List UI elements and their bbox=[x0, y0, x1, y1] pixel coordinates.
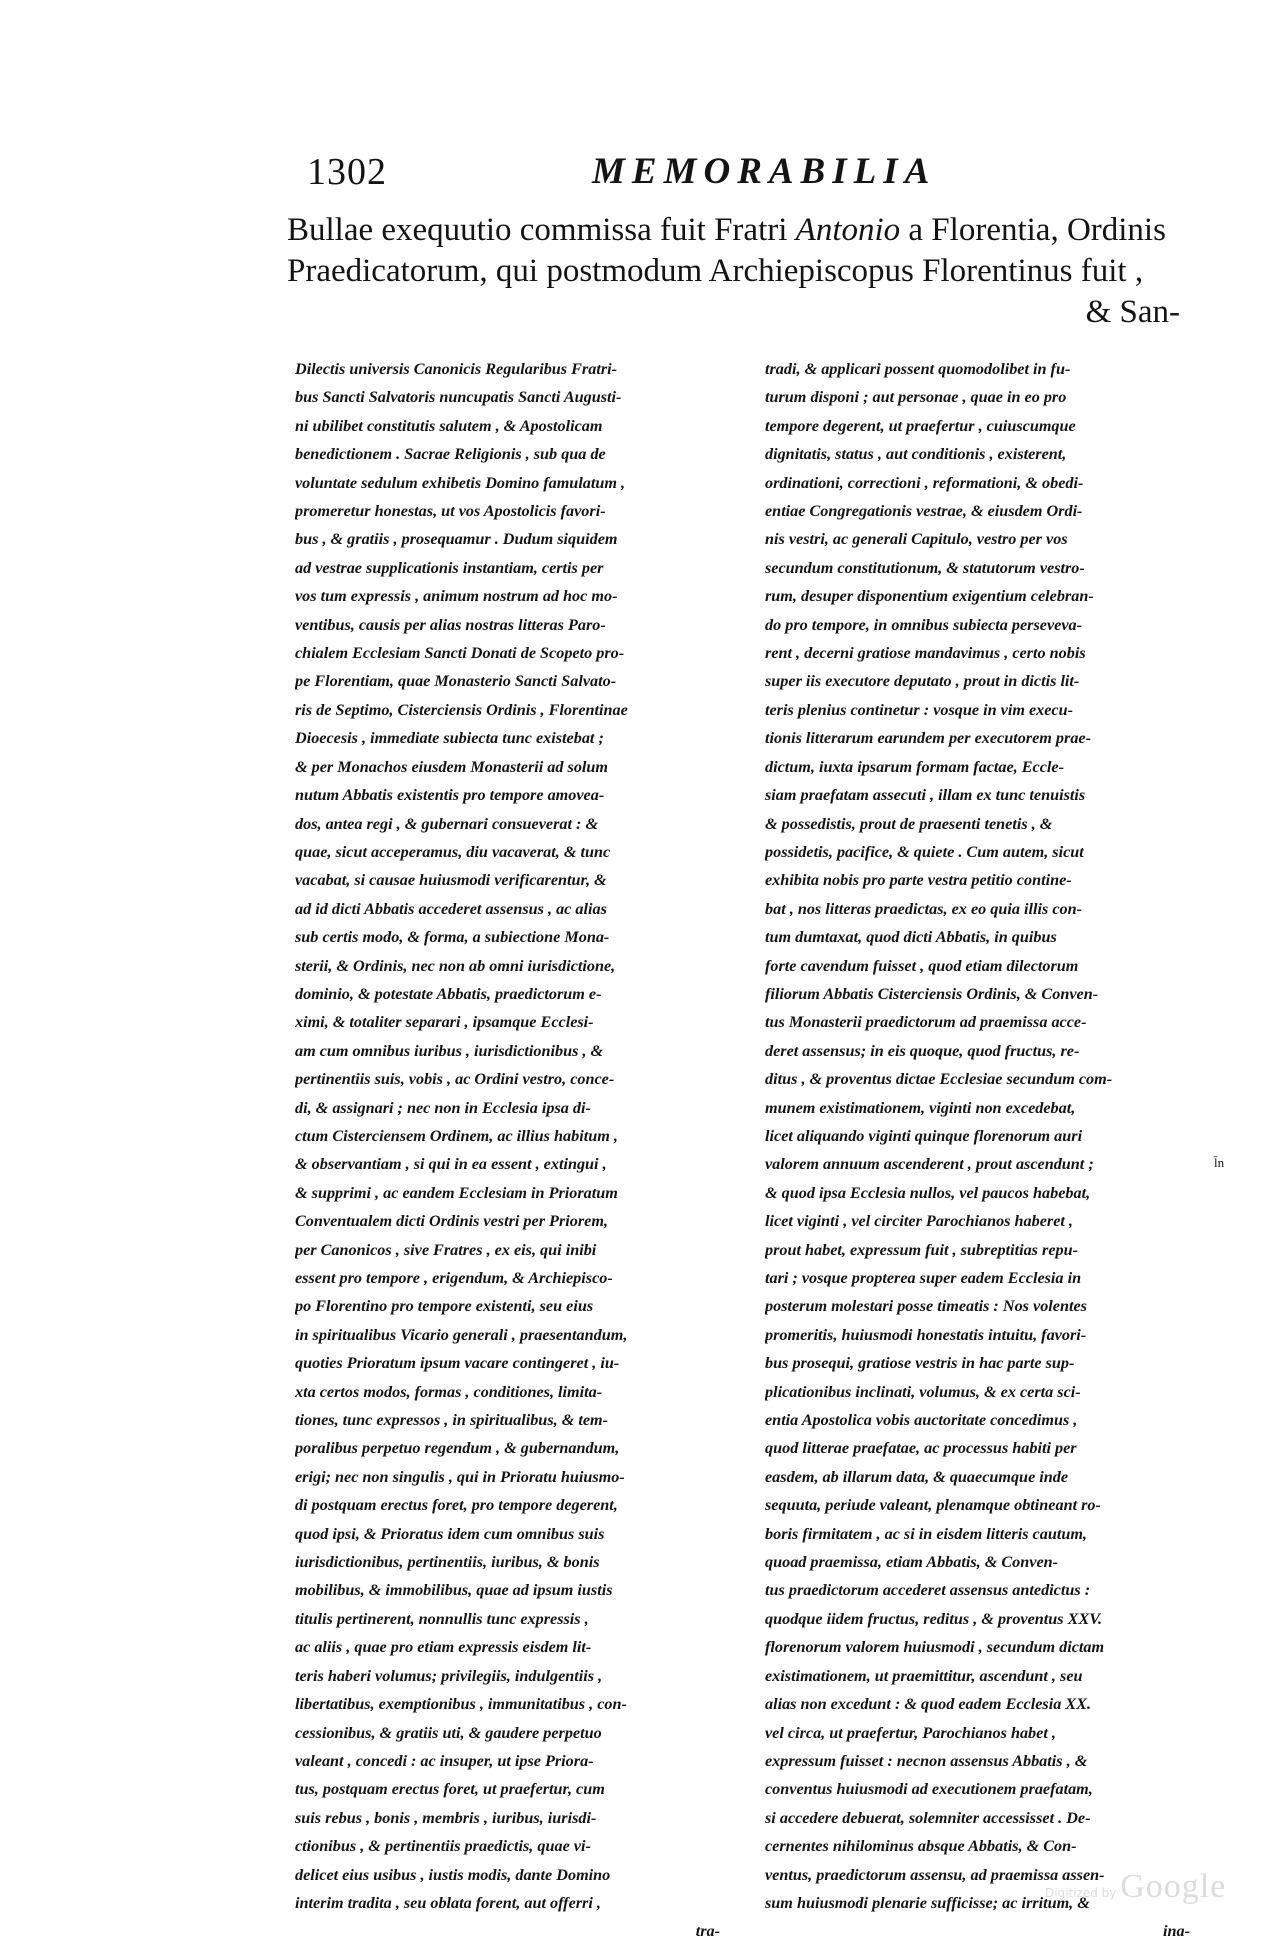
text-line: delicet eius usibus , iustis modis, dante Domino bbox=[295, 1865, 611, 1884]
text-line: florenorum valorem huiusmodi , secundum dictam bbox=[765, 1638, 1105, 1657]
text-line: in spiritualibus Vicario generali , praesentandum, bbox=[295, 1325, 628, 1344]
text-line: turum disponi ; aut personae , quae in eo pro bbox=[765, 388, 1067, 407]
text-line: easdem, ab illarum data, & quaecumque inde bbox=[765, 1467, 1069, 1486]
text-line: possidetis, pacifice, & quiete . Cum autem, sicut bbox=[765, 842, 1084, 861]
text-line: bat , nos litteras praedictas, ex eo quia illis con- bbox=[765, 899, 1083, 918]
text-line: & possedistis, prout de praesenti tenetis , & bbox=[765, 814, 1053, 833]
text-line: bus prosequi, gratiose vestris in hac parte sup- bbox=[765, 1354, 1075, 1373]
text-line: quod litterae praefatae, ac processus habiti per bbox=[765, 1439, 1077, 1458]
text-line: posterum molestari posse timeatis : Nos volentes bbox=[765, 1297, 1087, 1316]
text-line: existimationem, ut praemittitur, ascendunt , seu bbox=[765, 1666, 1083, 1685]
text-line: ac aliis , quae pro etiam expressis eisdem lit- bbox=[295, 1638, 592, 1657]
text-line: am cum omnibus iuribus , iurisdictionibus , & bbox=[295, 1041, 604, 1060]
text-line: teris haberi volumus; privilegiis, indulgentiis , bbox=[295, 1666, 603, 1685]
text-line: quoties Prioratum ipsum vacare contingeret , iu- bbox=[295, 1354, 620, 1373]
text-line: dictum, iuxta ipsarum formam factae, Eccle- bbox=[765, 757, 1065, 776]
text-line: & observantiam , si qui in ea essent , extingui , bbox=[295, 1155, 607, 1174]
text-line: sub certis modo, & forma, a subiectione Mona- bbox=[295, 928, 610, 947]
text-line: expressum fuisset : necnon assensus Abbatis , & bbox=[765, 1751, 1088, 1770]
text-line: rum, desuper disponentium exigentium celebran- bbox=[765, 587, 1094, 606]
text-line: xta certos modos, formas , conditiones, limita- bbox=[295, 1382, 603, 1401]
text-line: poralibus perpetuo regendum , & gubernandum, bbox=[295, 1439, 620, 1458]
text-line: tempore degerent, ut praefertur , cuiuscumque bbox=[765, 416, 1076, 435]
text-line: bus , & gratiis , prosequamur . Dudum siquidem bbox=[295, 530, 618, 549]
text-line: rent , decerni gratiose mandavimus , certo nobis bbox=[765, 644, 1086, 663]
text-line: munem existimationem, viginti non excedebat, bbox=[765, 1098, 1076, 1117]
text-line: & per Monachos eiusdem Monasterii ad solum bbox=[295, 757, 609, 776]
text-line: tus Monasterii praedictorum ad praemissa acce- bbox=[765, 1013, 1087, 1032]
text-line: & quod ipsa Ecclesia nullos, vel paucos habebat, bbox=[765, 1183, 1091, 1202]
text-line: voluntate sedulum exhibetis Domino famulatum , bbox=[295, 473, 626, 492]
text-line: alias non excedunt : & quod eadem Ecclesia XX. bbox=[765, 1695, 1091, 1714]
text-line: ris de Septimo, Cisterciensis Ordinis , Florentinae bbox=[295, 700, 628, 719]
digitization-watermark bbox=[1045, 1868, 1226, 1906]
text-line: erigi; nec non singulis , qui in Prioratu huiusmo- bbox=[295, 1467, 625, 1486]
text-line: tum dumtaxat, quod dicti Abbatis, in quibus bbox=[765, 928, 1057, 947]
text-line: tiones, tunc expressos , in spiritualibus, & tem- bbox=[295, 1411, 609, 1430]
intro-paragraph bbox=[287, 210, 1187, 333]
text-line: ad id dicti Abbatis accederet assensus , ac alias bbox=[295, 899, 607, 918]
text-line: mobilibus, & immobilibus, quae ad ipsum iustis bbox=[295, 1581, 613, 1600]
margin-note: l̄n bbox=[1214, 1155, 1225, 1170]
text-line: valeant , concedi : ac insuper, ut ipse Priora- bbox=[295, 1751, 594, 1770]
text-line: di, & assignari ; nec non in Ecclesia ipsa di- bbox=[295, 1098, 591, 1117]
text-line: entia Apostolica vobis auctoritate concedimus , bbox=[765, 1411, 1078, 1430]
text-line: benedictionem . Sacrae Religionis , sub qua de bbox=[295, 445, 606, 464]
text-line: entiae Congregationis vestrae, & eiusdem Ordi- bbox=[765, 502, 1083, 521]
text-line: cernentes nihilominus absque Abbatis, & Con- bbox=[765, 1837, 1077, 1856]
intro-line: Praedicatorum, qui postmodum Archiepiscopus Florentinus fuit , bbox=[287, 253, 1144, 289]
text-line: sum huiusmodi plenarie sufficisse; ac irritum, & bbox=[765, 1893, 1090, 1912]
left-text-column bbox=[295, 355, 740, 1946]
text-line: vacabat, si causae huiusmodi verificarentur, & bbox=[295, 871, 607, 890]
text-line: licet viginti , vel circiter Parochianos haberet , bbox=[765, 1212, 1073, 1231]
text-line: ventus, praedictorum assensu, ad praemissa assen- bbox=[765, 1865, 1105, 1884]
watermark-small-text: Digitized by bbox=[1045, 1886, 1117, 1900]
text-line: quodque iidem fructus, reditus , & proventus XXV. bbox=[765, 1609, 1103, 1628]
text-line: secundum constitutionum, & statutorum vestro- bbox=[765, 558, 1085, 577]
text-line: ventibus, causis per alias nostras litteras Paro- bbox=[295, 615, 606, 634]
text-line: quoad praemissa, etiam Abbatis, & Conven- bbox=[765, 1553, 1059, 1572]
text-line: promeretur honestas, ut vos Apostolicis favori- bbox=[295, 502, 606, 521]
text-line: plicationibus inclinati, volumus, & ex certa sci- bbox=[765, 1382, 1081, 1401]
text-line: dos, antea regi , & gubernari consueverat : & bbox=[295, 814, 599, 833]
text-line: promeritis, huiusmodi honestatis intuitu, favori- bbox=[765, 1325, 1087, 1344]
text-line: & supprimi , ac eandem Ecclesiam in Prioratum bbox=[295, 1183, 618, 1202]
intro-line: Bullae exequutio commissa fuit Fratri Antonio a Florentia, Ordinis bbox=[287, 212, 1166, 248]
text-line: filiorum Abbatis Cisterciensis Ordinis, & Conven- bbox=[765, 984, 1099, 1003]
text-line: nutum Abbatis existentis pro tempore amovea- bbox=[295, 786, 605, 805]
text-line: licet aliquando viginti quinque florenorum auri bbox=[765, 1126, 1083, 1145]
text-line: sequuta, periude valeant, plenamque obtineant ro- bbox=[765, 1496, 1101, 1515]
text-line: suis rebus , bonis , membris , iuribus, iurisdi- bbox=[295, 1808, 597, 1827]
watermark-logo-text: Google bbox=[1120, 1868, 1227, 1905]
text-line: libertatibus, exemptionibus , immunitatibus , con- bbox=[295, 1695, 627, 1714]
text-line: ordinationi, correctioni , reformationi, & obedi- bbox=[765, 473, 1084, 492]
text-line: quod ipsi, & Prioratus idem cum omnibus suis bbox=[295, 1524, 605, 1543]
text-line: valorem annuum ascenderent , prout ascendunt ; bbox=[765, 1155, 1094, 1174]
text-line: ctum Cisterciensem Ordinem, ac illius habitum , bbox=[295, 1126, 618, 1145]
text-line: prout habet, expressum fuit , subreptitias repu- bbox=[765, 1240, 1079, 1259]
text-line: cessionibus, & gratiis uti, & gaudere perpetuo bbox=[295, 1723, 602, 1742]
text-line: vos tum expressis , animum nostrum ad hoc mo- bbox=[295, 587, 618, 606]
intro-line: & San- bbox=[1085, 294, 1180, 330]
text-line: iurisdictionibus, pertinentiis, iuribus, & bonis bbox=[295, 1553, 600, 1572]
text-line: exhibita nobis pro parte vestra petitio contine- bbox=[765, 871, 1072, 890]
text-line: quae, sicut acceperamus, diu vacaverat, & tunc bbox=[295, 842, 611, 861]
catchword: tra- bbox=[695, 1922, 720, 1941]
text-line: ximi, & totaliter separari , ipsamque Ecclesi- bbox=[295, 1013, 594, 1032]
text-line: boris firmitatem , ac si in eisdem litteris cautum, bbox=[765, 1524, 1087, 1543]
text-line: po Florentino pro tempore existenti, seu eius bbox=[295, 1297, 594, 1316]
text-line: dignitatis, status , aut conditionis , existerent, bbox=[765, 445, 1067, 464]
text-line: tionis litterarum earundem per executorem prae- bbox=[765, 729, 1091, 748]
running-title: MEMORABILIA bbox=[592, 151, 937, 192]
text-line: nis vestri, ac generali Capitulo, vestro per vos bbox=[765, 530, 1068, 549]
text-line: siam praefatam assecuti , illam ex tunc tenuistis bbox=[765, 786, 1086, 805]
text-line: teris plenius continetur : vosque in vim execu- bbox=[765, 700, 1074, 719]
text-line: ad vestrae supplicationis instantiam, certis per bbox=[295, 558, 604, 577]
text-line: forte cavendum fuisset , quod etiam dilectorum bbox=[765, 956, 1079, 975]
text-line: ctionibus , & pertinentiis praedictis, quae vi- bbox=[295, 1837, 591, 1856]
text-line: chialem Ecclesiam Sancti Donati de Scopeto pro- bbox=[295, 644, 625, 663]
text-line: di postquam erectus foret, pro tempore degerent, bbox=[295, 1496, 618, 1515]
text-line: Conventualem dicti Ordinis vestri per Priorem, bbox=[295, 1212, 608, 1231]
text-line: tus praedictorum accederet assensus antedictus : bbox=[765, 1581, 1091, 1600]
text-line: deret assensus; in eis quoque, quod fructus, re- bbox=[765, 1041, 1080, 1060]
text-line: vel circa, ut praefertur, Parochianos habet , bbox=[765, 1723, 1056, 1742]
catchword: ina- bbox=[1163, 1922, 1190, 1941]
text-line: per Canonicos , sive Fratres , ex eis, qui inibi bbox=[295, 1240, 597, 1259]
text-line: pertinentiis suis, vobis , ac Ordini vestro, conce- bbox=[295, 1070, 615, 1089]
text-line: tari ; vosque propterea super eadem Ecclesia in bbox=[765, 1269, 1082, 1287]
text-line: bus Sancti Salvatoris nuncupatis Sancti Augusti- bbox=[295, 388, 622, 407]
page-number: 1302 bbox=[307, 151, 387, 193]
text-line: Dioecesis , immediate subiecta tunc existebat ; bbox=[295, 729, 604, 748]
text-line: ni ubilibet constitutis salutem , & Apostolicam bbox=[295, 416, 603, 435]
text-line: pe Florentiam, quae Monasterio Sancti Salvato- bbox=[295, 672, 617, 691]
text-line: ditus , & proventus dictae Ecclesiae secundum com- bbox=[765, 1070, 1113, 1089]
right-text-column bbox=[765, 355, 1210, 1946]
text-line: super iis executore deputato , prout in dictis lit- bbox=[765, 672, 1080, 691]
text-line: tradi, & applicari possent quomodolibet in fu- bbox=[765, 360, 1071, 378]
text-line: conventus huiusmodi ad executionem praefatam, bbox=[765, 1780, 1093, 1799]
text-line: interim tradita , seu oblata forent, aut offerri , bbox=[295, 1893, 601, 1912]
text-line: do pro tempore, in omnibus subiecta perseveva- bbox=[765, 615, 1082, 634]
text-line: essent pro tempore , erigendum, & Archiepisco- bbox=[295, 1269, 613, 1287]
text-line: tus, postquam erectus foret, ut praefertur, cum bbox=[295, 1780, 605, 1799]
text-line: sterii, & Ordinis, nec non ab omni iurisdictione, bbox=[295, 956, 616, 975]
text-line: Dilectis universis Canonicis Regularibus Fratri- bbox=[295, 360, 618, 378]
page-header bbox=[307, 150, 1027, 200]
text-line: si accedere debuerat, solemniter accessisset . De- bbox=[765, 1808, 1091, 1827]
text-line: dominio, & potestate Abbatis, praedictorum e- bbox=[295, 984, 602, 1003]
text-line: titulis pertinerent, nonnullis tunc expressis , bbox=[295, 1609, 589, 1628]
